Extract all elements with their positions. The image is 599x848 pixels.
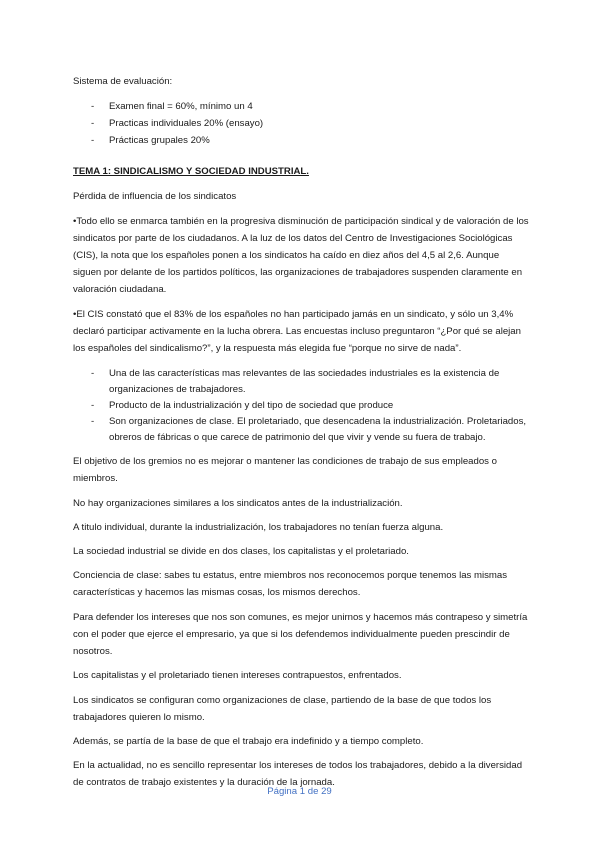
dash-marker: - <box>91 416 95 428</box>
list-item-text: Examen final = 60%, mínimo un 4 <box>109 101 253 113</box>
list-item <box>73 115 529 132</box>
paragraph: •El CIS constató que el 83% de los españoles no han participado jamás en un sindicato, y sólo un 3,4% declaró participar activamente en la lucha obrera. Las encuestas incluso preguntaron “¿Por qué se alejan los españoles del sindicalismo?”, y la respuesta más elegida fue “porque no sirve de nada”. <box>73 308 521 355</box>
paragraph: Además, se partía de la base de que el trabajo era indefinido y a tiempo completo. <box>73 735 424 747</box>
paragraph: Los capitalistas y el proletariado tienen intereses contrapuestos, enfrentados. <box>73 670 402 682</box>
list-item-text: Una de las características mas relevantes de las sociedades industriales es la existencia de organizaciones de trabajadores. <box>109 368 500 395</box>
dash-marker: - <box>91 368 95 380</box>
paragraph: La sociedad industrial se divide en dos clases, los capitalistas y el proletariado. <box>73 546 409 558</box>
section-subheading: Pérdida de influencia de los sindicatos <box>73 191 237 203</box>
paragraph: Los sindicatos se configuran como organizaciones de clase, partiendo de la base de que todos los trabajadores quieren lo mismo. <box>73 694 492 723</box>
page-number-footer: Página 1 de 29 <box>267 786 332 797</box>
paragraph: No hay organizaciones similares a los sindicatos antes de la industrialización. <box>73 497 403 509</box>
paragraph: •Todo ello se enmarca también en la progresiva disminución de participación sindical y de valoración de los sindicatos por parte de los ciudadanos. A la luz de los datos del Centro de Investigaciones Sociológicas (CIS), la nota que los españoles ponen a los sindicatos ha caído en diez años del 4,5 al 2,6. Aunque siguen por delante de los partidos políticos, las organizaciones de trabajadores suspenden claramente en valoración ciudadana. <box>73 215 529 296</box>
bullet-list <box>73 366 529 445</box>
evaluation-title: Sistema de evaluación: <box>73 76 173 87</box>
list-item-text: Son organizaciones de clase. El proletariado, que desencadena la industrialización. Proletariados, obreros de fábricas o que carece de patrimonio del que vivir y vende su fuera de trabajo. <box>109 416 527 443</box>
list-item <box>73 366 529 397</box>
page-content <box>73 73 529 799</box>
section-heading: TEMA 1: SINDICALISMO Y SOCIEDAD INDUSTRIAL. <box>73 166 309 178</box>
dash-marker: - <box>91 135 95 147</box>
list-item <box>73 414 529 445</box>
list-item-text: Prácticas grupales 20% <box>109 135 210 147</box>
paragraph: Para defender los intereses que nos son comunes, es mejor unirnos y hacemos más contrapeso y simetría con el poder que ejerce el empresario, ya que si los defendemos individualmente pueden prescindir de nosotros. <box>73 611 528 658</box>
evaluation-list <box>73 98 529 149</box>
paragraph: Conciencia de clase: sabes tu estatus, entre miembros nos reconocemos porque tenemos las mismas características y hacemos las mismas cosas, los mismos derechos. <box>73 570 508 599</box>
paragraph: A titulo individual, durante la industrialización, los trabajadores no tenían fuerza alguna. <box>73 521 444 533</box>
list-item-text: Practicas individuales 20% (ensayo) <box>109 118 264 130</box>
list-item <box>73 132 529 149</box>
list-item <box>73 98 529 115</box>
list-item <box>73 398 529 413</box>
dash-marker: - <box>91 118 95 130</box>
list-item-text: Producto de la industrialización y del tipo de sociedad que produce <box>109 400 394 412</box>
paragraph: El objetivo de los gremios no es mejorar o mantener las condiciones de trabajo de sus empleados o miembros. <box>73 456 497 485</box>
dash-marker: - <box>91 101 95 113</box>
dash-marker: - <box>91 400 95 412</box>
paragraph: En la actualidad, no es sencillo representar los intereses de todos los trabajadores, debido a la diversidad de contratos de trabajo existentes y la duración de la jornada. <box>73 760 523 789</box>
